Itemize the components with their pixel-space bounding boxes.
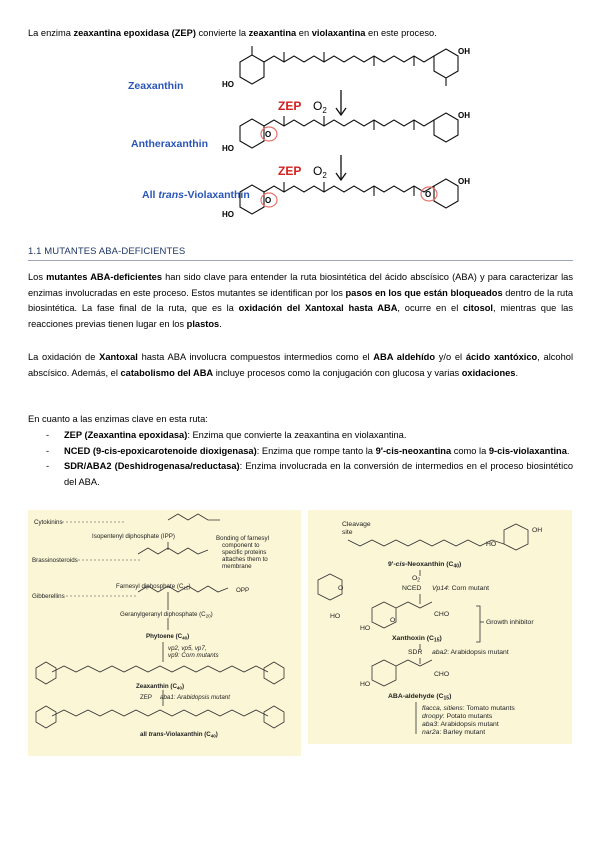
pathway-right-figure [308, 510, 572, 744]
label-brassinosteroids: Brassinosteroids [32, 557, 78, 564]
zep-conversion-figure [128, 42, 473, 222]
zep-label-2: ZEP [278, 164, 302, 178]
label-violaxanthin: All trans-Violaxanthin [142, 189, 250, 201]
intro-text: convierte la [195, 28, 249, 38]
label-aba-aldehyde: ABA-aldehyde $(C_{15})$ [388, 693, 452, 702]
section-heading: 1.1 MUTANTES ABA-DEFICIENTES [28, 246, 186, 257]
label-binding: Bonding of farnesyl [216, 535, 269, 542]
intro-text: en [296, 28, 312, 38]
label-ipp: Isopentenyl diphosphate (IPP) [92, 533, 175, 540]
cho-label: CHO [434, 671, 450, 678]
list-item: - NCED (9-cis-epoxicarotenoide dioxigenasa): Enzima que rompe tanto la 9'-cis-neoxantina como la 9-cis-violaxantina. [28, 444, 573, 460]
intro-bold-zeaxantina: zeaxantina [248, 28, 297, 38]
ho-label: HO [360, 681, 371, 688]
paragraph-mutants: Los mutantes ABA-deficientes han sido clave para entender la ruta biosintética del ácido abscísico (ABA) y para caracterizar las enzimas involucradas en este proceso. Estos mutantes se identifican por los pasos en los que están bloqueados dentro de la ruta biosintética. La fase final de la ruta, que es la oxidación del Xantoxal hasta ABA, ocurre en el citosol, mientras que las reacciones previas tienen lugar en los plastos. [28, 272, 574, 329]
list-item: - ZEP (Zeaxantina epoxidasa): Enzima que convierte la zeaxantina en violaxantina. [28, 428, 573, 444]
cho-label: CHO [434, 611, 450, 618]
ho-label: HO [486, 541, 497, 548]
intro-text: en este proceso. [365, 28, 437, 38]
label-binding: specific proteins [222, 549, 267, 556]
enzyme-list [28, 428, 573, 490]
label-zeaxanthin-text: Zeaxanthin [128, 80, 184, 92]
label-geranyl: Geranylgeranyl diphosphate $(C_{20})$ [120, 611, 213, 619]
list-item: - SDR/ABA2 (Deshidrogenasa/reductasa): Enzima involucrada en la conversión de intermedios en el proceso biosintético del ABA. [28, 459, 573, 490]
intro-sentence [28, 26, 573, 42]
label-opp: OPP [236, 587, 250, 594]
pathway-panel-right [308, 510, 572, 744]
label-xanthoxin: Xanthoxin $(C_{15})$ [392, 635, 442, 644]
label-phytoene: Phytoene $(C_{40})$ [146, 633, 190, 641]
o-label: O [265, 196, 272, 205]
label-cleavage-site: site [342, 529, 353, 536]
label-aba2: aba2: Arabidopsis mutant [432, 649, 509, 656]
label-corn-enzymes: vp2, vp5, vp7, [168, 645, 207, 652]
intro-bold-violaxantina: violaxantina [311, 28, 366, 38]
intro-text: La enzima [28, 28, 74, 38]
label-aba1-mutant: aba1: Arabidopsis mutant [160, 694, 230, 701]
label-neoxanthin: 9'-cis-Neoxanthin $(C_{40})$ [388, 561, 462, 570]
o2-label-2: $O_2$ [313, 164, 327, 180]
label-vp14: Vp14: Corn mutant [432, 585, 490, 592]
label-zeaxanthin: Zeaxanthin $(C_{40})$ [136, 683, 184, 691]
label-potato-mutants: droopy: Potato mutants [422, 713, 493, 720]
intro-bold-zep: zeaxantina epoxidasa (ZEP) [73, 28, 196, 38]
label-binding: component to [222, 542, 260, 549]
o-label: O [425, 190, 432, 199]
o-label: O [338, 585, 344, 592]
label-aba3-mutant: aba3: Arabidopsis mutant [422, 721, 499, 728]
ho-label: HO [222, 144, 234, 153]
o-label: O [390, 617, 396, 624]
label-corn-mutants: vp9: Corn mutants [168, 652, 219, 659]
label-farnesyl: Farnesyl diphosphate $(C_{15})$ [116, 583, 191, 591]
oh-label: OH [458, 111, 470, 120]
label-growth-inhibitor: Growth inhibitor [486, 619, 534, 626]
label-cytokinins: Cytokinins [34, 519, 63, 526]
arrow-down-icon [336, 90, 346, 115]
zep-label-1: ZEP [278, 99, 302, 113]
ho-label: HO [222, 210, 234, 219]
pathway-left-figure [28, 510, 301, 756]
heading-underline [28, 260, 573, 261]
label-cleavage: Cleavage [342, 521, 371, 528]
label-binding: attaches them to [222, 556, 268, 563]
antheraxanthin-structure [240, 113, 458, 148]
label-o2: $O_2$ [412, 575, 421, 584]
label-violaxanthin: all trans-Violaxanthin $(C_{40})$ [140, 731, 218, 739]
arrow-down-icon [336, 155, 346, 180]
ho-label: HO [360, 625, 371, 632]
paragraph-enzymes-intro: En cuanto a las enzimas clave en esta ruta: [28, 414, 208, 424]
o2-label-1: $O_2$ [313, 99, 327, 115]
label-binding: membrane [222, 563, 252, 570]
label-sdr: SDR [408, 649, 423, 656]
label-antheraxanthin: Antheraxanthin [131, 138, 209, 150]
label-gibberellins: Gibberellins [32, 593, 65, 600]
label-barley-mutant: nar2a: Barley mutant [422, 729, 486, 736]
label-zep: ZEP [140, 694, 153, 701]
ho-label: HO [222, 80, 234, 89]
label-nced: NCED [402, 585, 422, 592]
o-label: O [265, 130, 272, 139]
label-zeaxanthin [128, 80, 183, 92]
ho-label: HO [330, 613, 341, 620]
oh-label: OH [458, 47, 470, 56]
label-tomato-mutants: flacca, sitiens: Tomato mutants [422, 705, 515, 712]
oh-label: OH [532, 527, 543, 534]
zeaxanthin-structure [240, 46, 458, 86]
pathway-panel-left [28, 510, 301, 756]
oh-label: OH [458, 177, 470, 186]
paragraph-oxidation: La oxidación de Xantoxal hasta ABA involucra compuestos intermedios como el ABA aldehído y/o el ácido xantóxico, alcohol abscísico. Además, el catabolismo del ABA incluye procesos como la conjugación con glucosa y varias oxidaciones. [28, 352, 574, 378]
